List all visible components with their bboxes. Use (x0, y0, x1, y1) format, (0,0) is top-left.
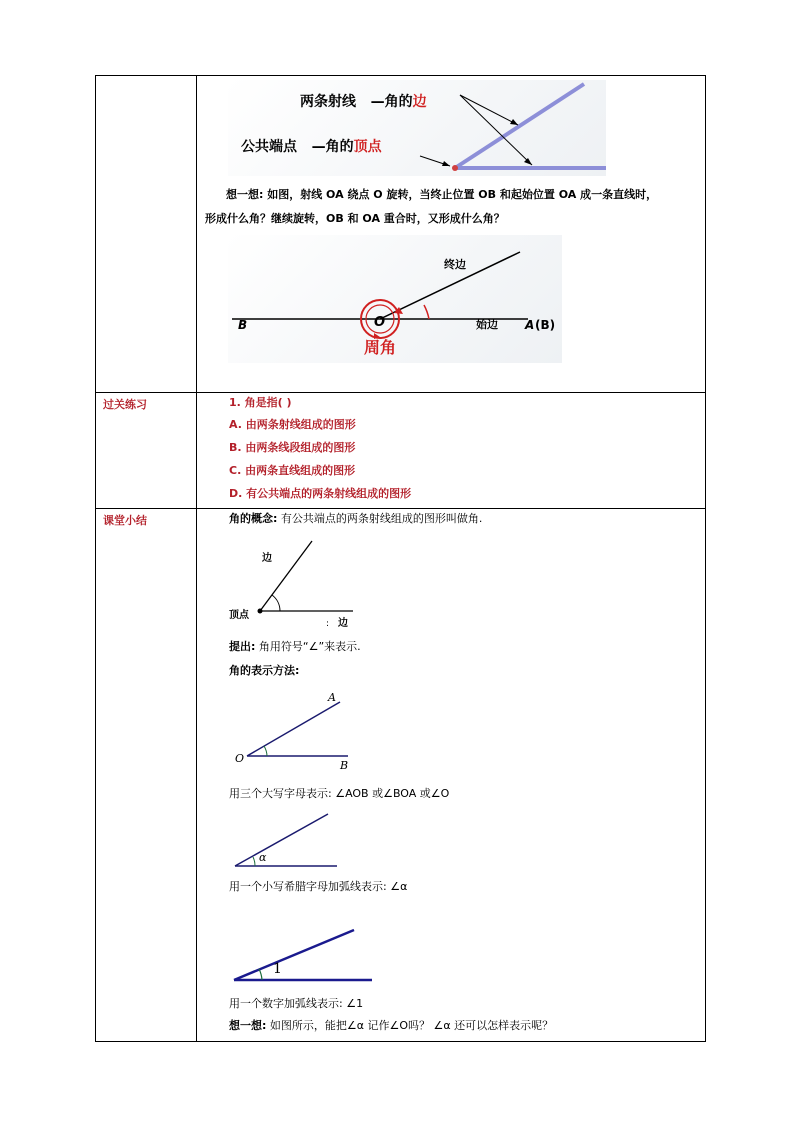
label-two-rays: 两条射线 —角的边 (300, 94, 427, 110)
concept-side-bottom: 边 (338, 618, 348, 629)
label-terminal-side: 终边 (444, 258, 466, 271)
practice-option-c: C. 由两条直线组成的图形 (229, 464, 356, 477)
concept-side-top: 边 (262, 553, 272, 564)
practice-option-b: B. 由两条线段组成的图形 (229, 441, 356, 454)
label-point-b: B (238, 318, 248, 332)
methods-title: 角的表示方法: (229, 664, 300, 677)
label-alpha: α (259, 851, 267, 864)
row-divider-2 (95, 508, 706, 509)
label-point-a: A (525, 318, 535, 332)
label-round-angle: 周角 (364, 338, 397, 357)
practice-option-d: D. 有公共端点的两条射线组成的图形 (229, 487, 412, 500)
row-divider-1 (95, 392, 706, 393)
method-greek-letter: 用一个小写希腊字母加弧线表示: ∠α (229, 880, 408, 893)
think-question-line1: 想一想: 如图，射线 OA 绕点 O 旋转，当终止位置 OB 和起始位置 OA 成一条直线时， (226, 188, 658, 201)
concept-dot: : (326, 619, 330, 629)
method-three-letters: 用三个大写字母表示: ∠AOB 或∠BOA 或∠O (229, 787, 450, 800)
label-point-o: O (374, 315, 386, 330)
think-question-2: 想一想: 如图所示，能把∠α 记作∠O吗？ ∠α 还可以怎样表示呢？ (229, 1019, 554, 1032)
think-question-line2: 形成什么角？继续旋转，OB 和 OA 重合时，又形成什么角？ (205, 212, 505, 225)
label-point-b-coincide: (B) (535, 318, 556, 332)
label-practice: 过关练习 (103, 398, 147, 411)
figure-angle-one (232, 928, 374, 984)
label-endpoint: 公共端点 —角的顶点 (241, 139, 382, 155)
practice-option-a: A. 由两条射线组成的图形 (229, 418, 356, 431)
label-o: O (235, 752, 245, 765)
column-divider (196, 75, 197, 1042)
label-one: 1 (273, 961, 282, 977)
label-summary: 课堂小结 (103, 514, 147, 527)
label-b: B (340, 759, 349, 772)
notation-line: 提出: 角用符号“∠”来表示. (229, 640, 361, 653)
figure-angle-alpha (233, 812, 341, 870)
label-a: A (328, 691, 336, 704)
figure-angle-aob (245, 700, 355, 762)
concept-vertex: 顶点 (229, 610, 249, 621)
practice-question: 1. 角是指( ) (229, 396, 292, 409)
method-number: 用一个数字加弧线表示: ∠1 (229, 997, 364, 1010)
concept-line: 角的概念: 有公共端点的两条射线组成的图形叫做角. (229, 512, 483, 525)
label-initial-side: 始边 (476, 318, 498, 331)
